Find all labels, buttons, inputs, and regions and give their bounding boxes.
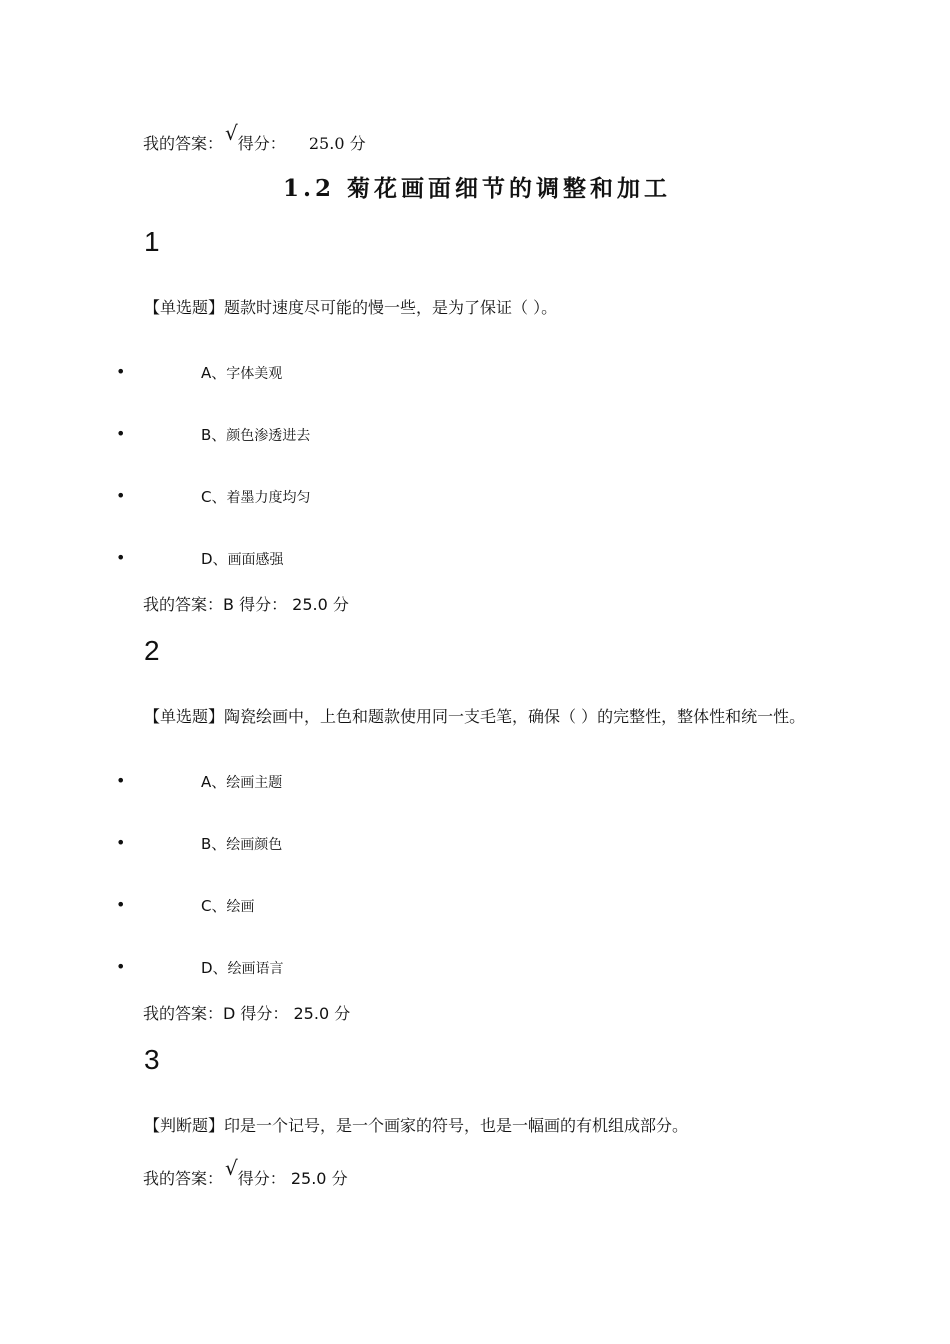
option-text: 绘画颜色 bbox=[226, 837, 283, 853]
bullet-icon: • bbox=[116, 957, 126, 976]
score-label: 得分： bbox=[237, 134, 286, 153]
option-a[interactable] bbox=[201, 362, 282, 383]
option-a[interactable] bbox=[201, 771, 282, 792]
bullet-icon: • bbox=[116, 895, 126, 914]
option-c[interactable] bbox=[201, 486, 310, 507]
option-letter: B、 bbox=[201, 835, 227, 853]
score-value: 25.0 分 bbox=[308, 134, 366, 153]
bullet-icon: • bbox=[116, 362, 126, 381]
answer-label: 我的答案： bbox=[143, 134, 224, 153]
option-text: 着墨力度均匀 bbox=[226, 490, 311, 506]
question-text: 【判断题】印是一个记号，是一个画家的符号，也是一幅画的有机组成部分。 bbox=[144, 1116, 689, 1135]
my-answer: 我的答案：B 得分： 25.0 分 bbox=[143, 595, 349, 614]
option-text: 字体美观 bbox=[226, 366, 283, 382]
my-answer bbox=[143, 1156, 348, 1189]
option-text: 绘画 bbox=[226, 899, 255, 915]
option-text: 绘画语言 bbox=[227, 961, 284, 977]
bullet-icon: • bbox=[116, 771, 126, 790]
bullet-icon: • bbox=[116, 424, 126, 443]
check-mark-icon: √ bbox=[225, 121, 238, 145]
option-letter: B、 bbox=[201, 426, 227, 444]
option-text: 颜色渗透进去 bbox=[226, 428, 311, 444]
option-text: 绘画主题 bbox=[226, 775, 283, 791]
answer-label: 我的答案： bbox=[143, 1169, 224, 1188]
my-answer: 我的答案：D 得分： 25.0 分 bbox=[143, 1004, 351, 1023]
top-answer-line bbox=[143, 121, 366, 154]
question-text: 【单选题】陶瓷绘画中，上色和题款使用同一支毛笔，确保（ ）的完整性，整体性和统一性。 bbox=[144, 707, 806, 726]
option-letter: A、 bbox=[201, 773, 227, 791]
score-text: 得分： 25.0 分 bbox=[237, 1169, 348, 1188]
option-letter: C、 bbox=[201, 488, 227, 506]
option-b[interactable] bbox=[201, 833, 282, 854]
option-d[interactable] bbox=[201, 548, 284, 569]
question-number: 3 bbox=[144, 1044, 160, 1075]
bullet-icon: • bbox=[116, 833, 126, 852]
question-number: 2 bbox=[144, 635, 160, 666]
check-mark-icon: √ bbox=[225, 1156, 238, 1180]
bullet-icon: • bbox=[116, 486, 126, 505]
question-text: 【单选题】题款时速度尽可能的慢一些，是为了保证（ ）。 bbox=[144, 298, 558, 317]
bullet-icon: • bbox=[116, 548, 126, 567]
option-letter: D、 bbox=[201, 550, 228, 568]
option-c[interactable] bbox=[201, 895, 254, 916]
section-title: 1.2 菊花画面细节的调整和加工 bbox=[283, 175, 672, 202]
option-letter: C、 bbox=[201, 897, 227, 915]
option-d[interactable] bbox=[201, 957, 284, 978]
option-b[interactable] bbox=[201, 424, 310, 445]
option-letter: A、 bbox=[201, 364, 227, 382]
option-text: 画面感强 bbox=[227, 552, 284, 568]
option-letter: D、 bbox=[201, 959, 228, 977]
question-number: 1 bbox=[144, 226, 160, 257]
